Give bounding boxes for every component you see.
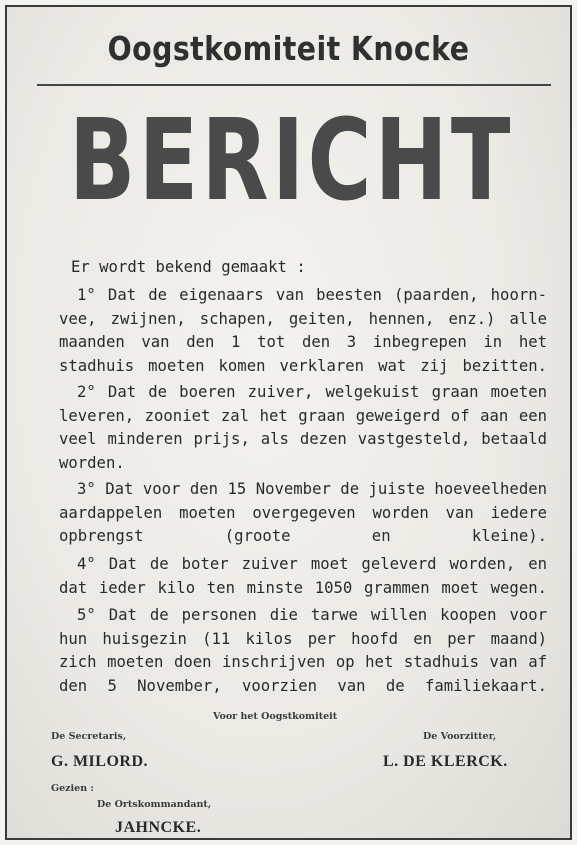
secretary-name: G. MILORD.	[51, 753, 148, 770]
chairman-name: L. DE KLERCK.	[383, 753, 508, 770]
header-title: Oogstkomiteit Knocke	[107, 29, 470, 68]
commander-title: De Ortskommandant,	[97, 799, 212, 810]
paragraph-2: 2° Dat de boeren zuiver, welgekuist graan moeten leveren, zooniet zal het graan geweigerd of aan een veel minderen prijs, als dezen vastgesteld, betaald worden.	[59, 383, 547, 472]
secretary-title: De Secretaris,	[51, 731, 127, 742]
paragraph-1: 1° Dat de eigenaars van beesten (paarden, hoorn-vee, zwijnen, schapen, geiten, hennen, enz.) alle maanden van den 1 tot den 3 inbegrepen in het stadhuis moeten komen verklaren wat zij bezitten.	[59, 286, 547, 375]
on-behalf-label: Voor het Oogstkomiteit	[213, 711, 338, 722]
header-rule	[37, 84, 551, 86]
intro-text: Er wordt bekend gemaakt :	[71, 258, 306, 276]
paragraph-5: 5° Dat de personen die tarwe willen koopen voor hun huisgezin (11 kilos per hoofd en per maand) zich moeten doen inschrijven op het stadhuis van af den 5 November, voorzien van de familiekaart.	[59, 606, 547, 695]
paragraph-3: 3° Dat voor den 15 November de juiste hoeveelheden aardappelen moeten overgegeven worden van iedere opbrengst (groote en kleine).	[59, 480, 547, 545]
poster	[5, 5, 572, 840]
commander-name: JAHNCKE.	[115, 819, 202, 836]
paragraph-4: 4° Dat de boter zuiver moet geleverd worden, en dat ieder kilo ten minste 1050 grammen moet wegen.	[59, 555, 547, 597]
chairman-title: De Voorzitter,	[423, 731, 497, 742]
seen-label: Gezien :	[51, 783, 94, 794]
headline: BERICHT	[68, 96, 514, 226]
